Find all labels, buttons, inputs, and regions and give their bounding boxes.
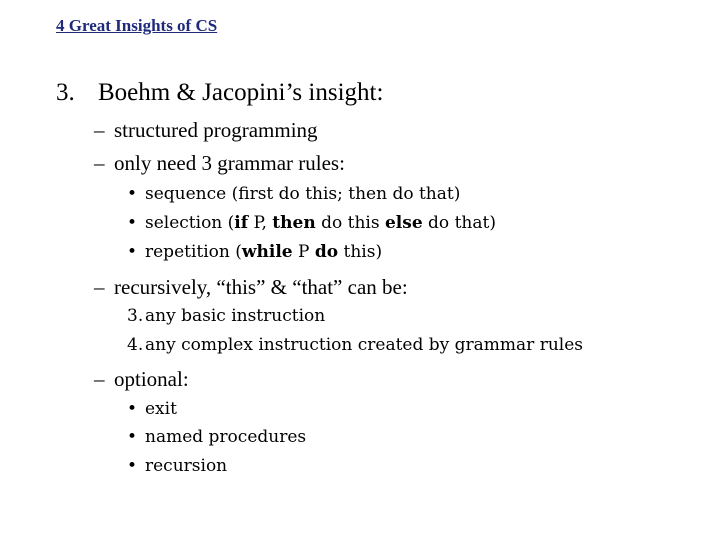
can-be-item	[127, 335, 583, 355]
rule-text-part: do this	[315, 213, 385, 233]
rule-text-part: do that)	[422, 213, 496, 233]
bullet-marker: •	[127, 456, 138, 476]
rule-selection	[127, 213, 496, 233]
item-number: 4.	[127, 335, 144, 355]
insight-title: Boehm & Jacopini’s insight:	[98, 79, 384, 106]
point-structured-programming	[94, 118, 318, 143]
optional-item	[127, 427, 306, 447]
point-optional	[94, 367, 189, 392]
bullet-marker: •	[127, 213, 138, 233]
keyword-else: else	[384, 213, 423, 233]
item-text: recursion	[145, 456, 228, 476]
optional-item	[127, 456, 227, 476]
point-text: optional:	[114, 367, 189, 391]
keyword-if: if	[234, 213, 249, 233]
rule-text: sequence (first do this; then do that)	[145, 184, 461, 204]
item-number: 3.	[127, 306, 144, 326]
rule-text-part: repetition (	[145, 242, 242, 262]
rule-text-part: this)	[338, 242, 383, 262]
point-recursively	[94, 275, 408, 300]
rule-repetition	[127, 242, 382, 262]
rule-text-part: P,	[248, 213, 273, 233]
point-text: structured programming	[114, 118, 318, 142]
point-text: recursively, “this” & “that” can be:	[114, 275, 408, 299]
rule-text-part: selection (	[145, 213, 235, 233]
optional-item	[127, 399, 177, 419]
can-be-item	[127, 306, 325, 326]
keyword-do: do	[314, 242, 339, 262]
item-text: exit	[145, 399, 177, 419]
slide-header-title[interactable]: 4 Great Insights of CS	[56, 16, 218, 35]
item-text: any complex instruction created by grammar rules	[145, 335, 583, 355]
rule-sequence	[127, 184, 460, 204]
bullet-marker: •	[127, 242, 138, 262]
point-text: only need 3 grammar rules:	[114, 151, 345, 175]
bullet-marker: •	[127, 399, 138, 419]
bullet-marker: •	[127, 427, 138, 447]
dash-marker: –	[94, 118, 105, 142]
dash-marker: –	[94, 275, 105, 299]
bullet-marker: •	[127, 184, 138, 204]
keyword-while: while	[241, 242, 293, 262]
insight-heading	[56, 79, 383, 107]
keyword-then: then	[272, 213, 316, 233]
dash-marker: –	[94, 367, 105, 391]
insight-number: 3.	[56, 79, 75, 106]
rule-text-part: P	[292, 242, 315, 262]
point-grammar-rules	[94, 151, 345, 176]
dash-marker: –	[94, 151, 105, 175]
item-text: any basic instruction	[145, 306, 326, 326]
item-text: named procedures	[145, 427, 307, 447]
